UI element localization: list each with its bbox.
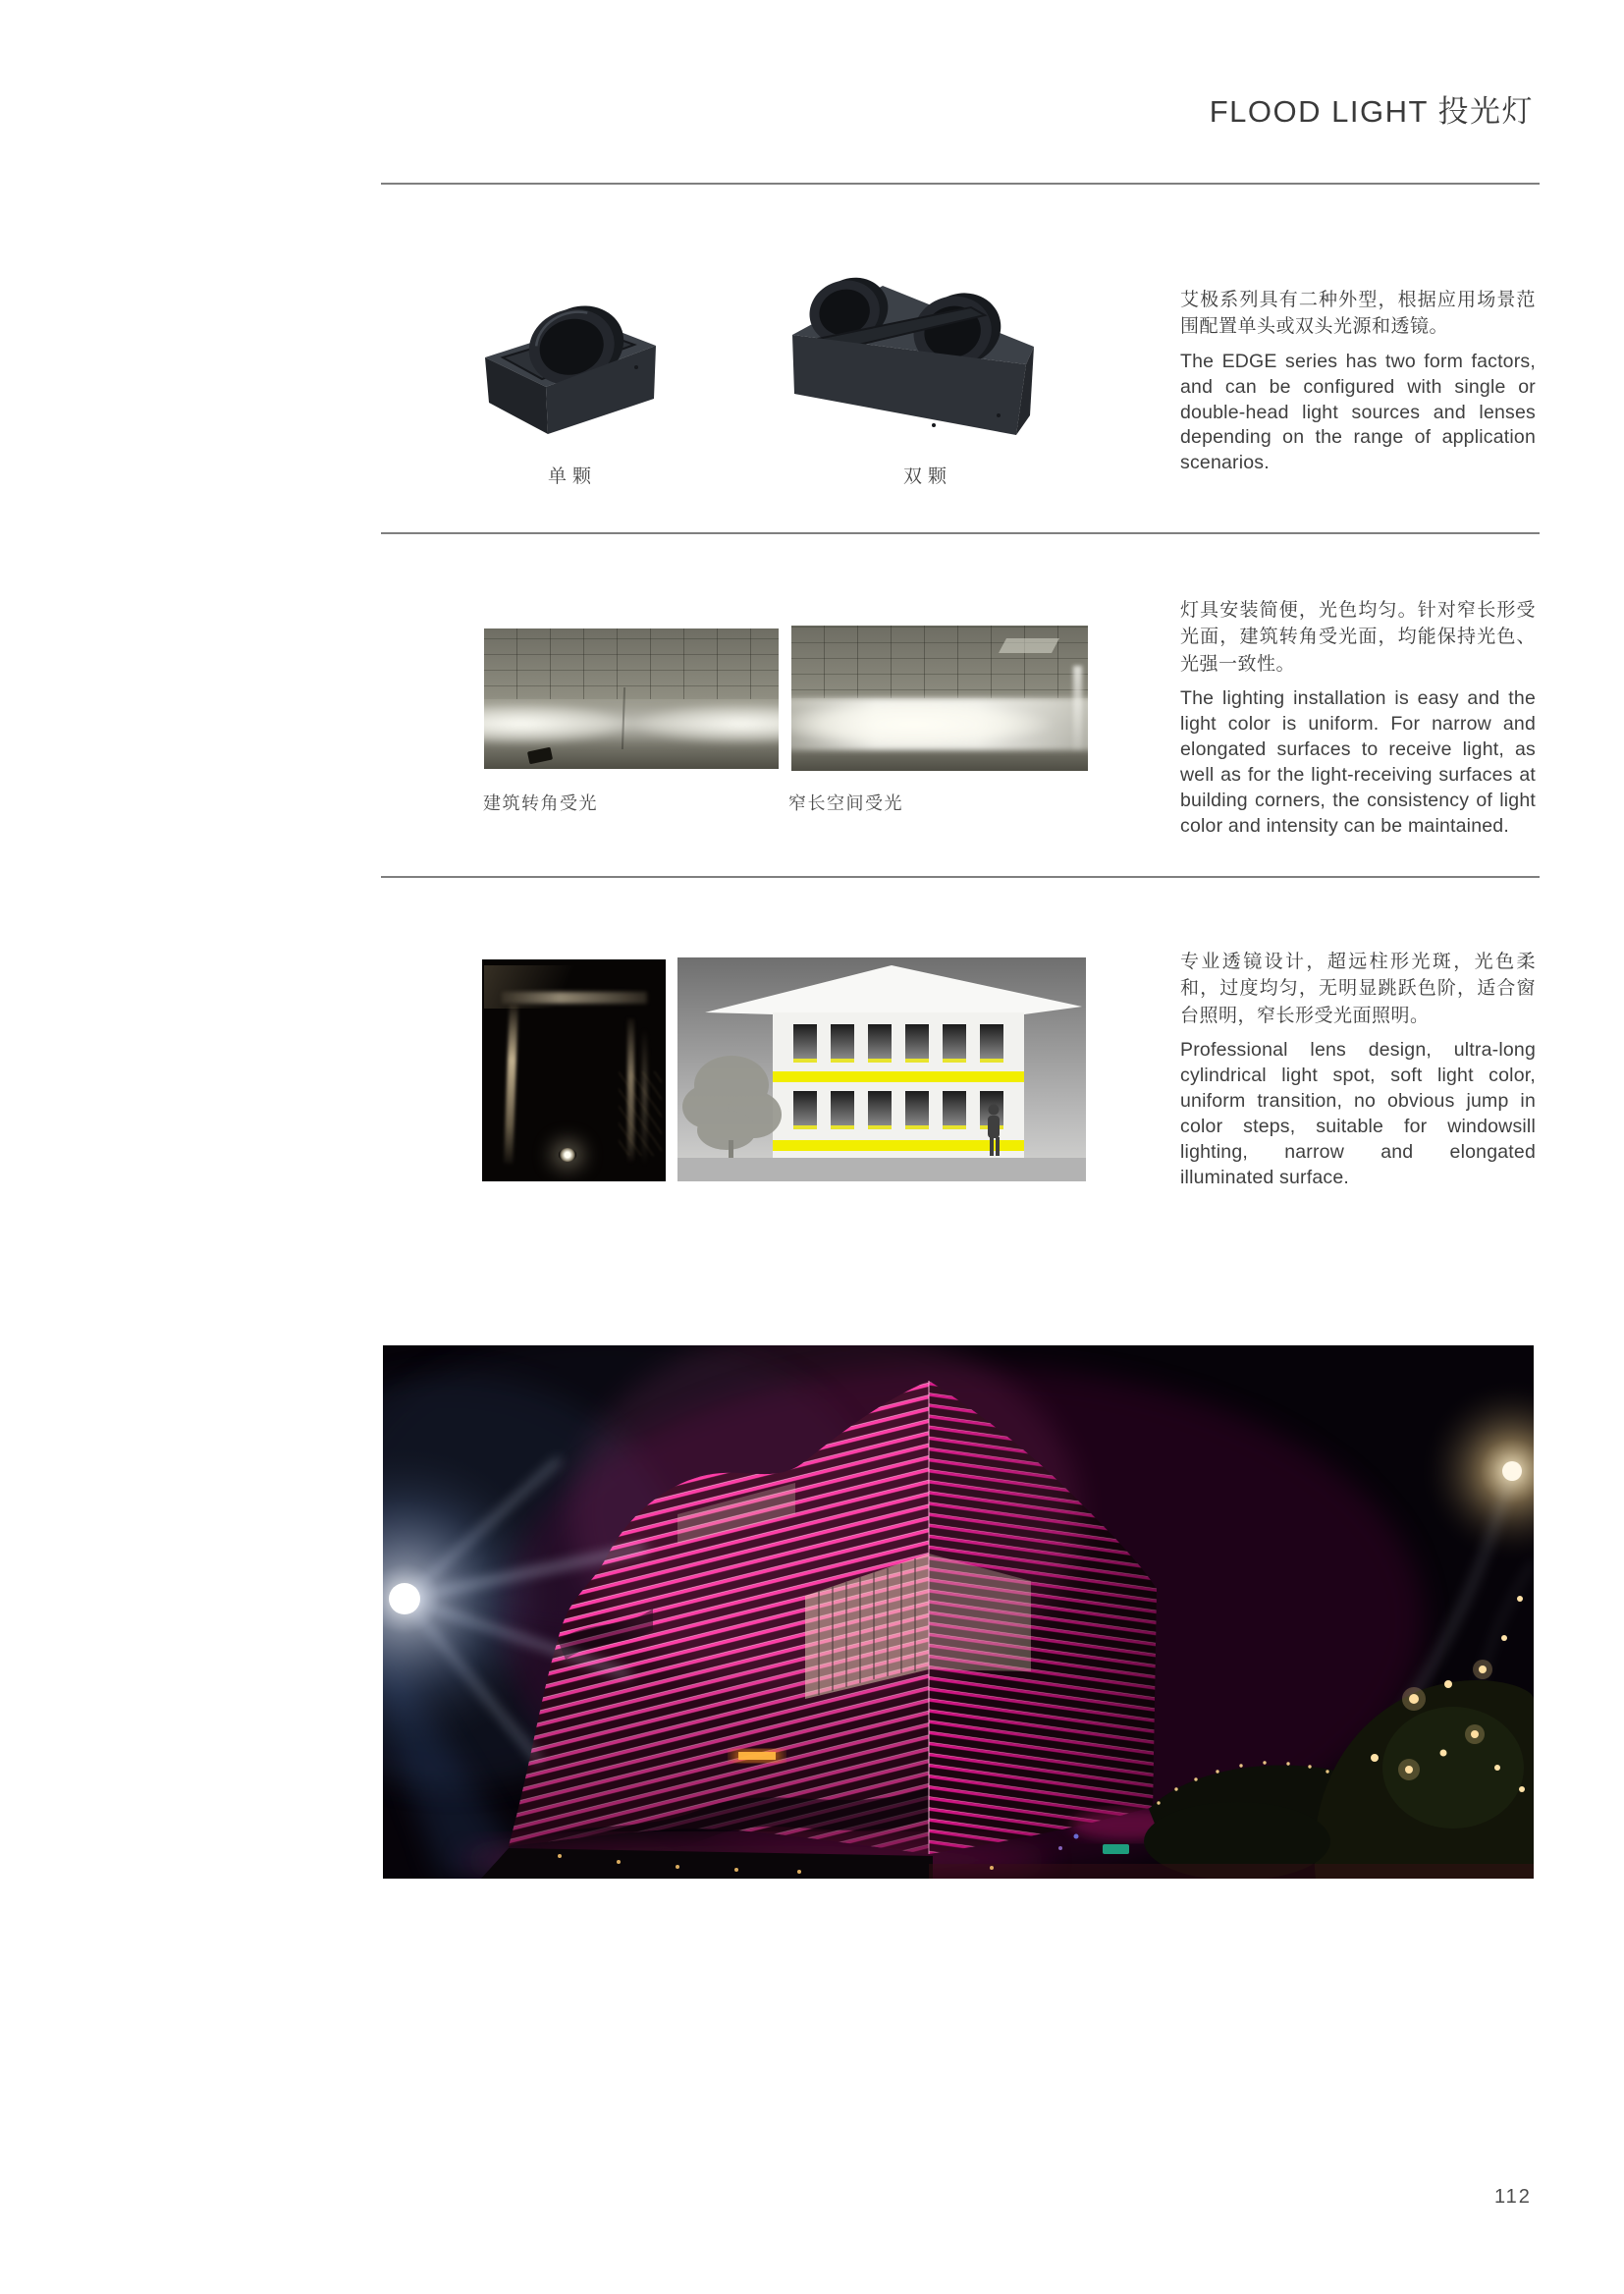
vignette [484,628,779,769]
caption-narrow-light: 窄长空间受光 [788,793,903,813]
caption-single-head: 单颗 [547,466,597,487]
section-divider-3 [381,876,1540,878]
vignette [791,626,1088,771]
night-building-graphic [383,1345,1534,1879]
photo-pink-illuminated-building [383,1345,1534,1879]
section-divider-1 [381,183,1540,185]
section-divider-2 [381,532,1540,534]
description-lens-en: Professional lens design, ultra-long cylindrical light spot, soft light color, uniform transition, no obvious jump in color steps, suitable for windowsill lighting, narrow and elongated illuminated surface. [1180,1039,1536,1188]
description-form-factor-en: The EDGE series has two form factors, and can be configured with single or double-head light sources and lenses depending on the range of application scenarios. [1180,350,1536,474]
floodlight-glow [559,1148,576,1162]
single-head-floodlight-graphic [479,297,666,449]
house-elevation-graphic [677,957,1086,1181]
left-beam [504,1005,518,1164]
page-title: FLOOD LIGHT 投光灯 [1209,94,1534,129]
caption-double-head: 双颗 [902,466,952,487]
top-light-band [502,992,647,1004]
photo-narrow-space-light [791,626,1088,771]
road-tint [929,1864,1534,1879]
caption-corner-light: 建筑转角受光 [483,793,598,813]
page-number: 112 [1494,2186,1532,2208]
description-uniformity-en: The lighting installation is easy and the light color is uniform. For narrow and elongated surfaces to receive light, as well as for the light-receiving surfaces at building corners, the consistency of light color and intensity can be maintained. [1180,687,1536,837]
double-head-floodlight-graphic [788,270,1034,442]
description-uniformity [1180,597,1536,840]
photo-building-corner-light [484,628,779,769]
description-form-factor [1180,287,1536,476]
illustration-windowsill-lighting [677,957,1086,1181]
description-lens-zh: 专业透镜设计，超远柱形光斑，光色柔和，过度均匀，无明显跳跃色阶，适合窗台照明，窄长形受光面照明。 [1180,952,1536,1026]
description-uniformity-zh: 灯具安装简便，光色均匀。针对窄长形受光面，建筑转角受光面，均能保持光色、光强一致性。 [1180,600,1536,675]
description-lens [1180,949,1536,1191]
product-photo-single-head [479,297,666,449]
description-form-factor-zh: 艾极系列具有二种外型，根据应用场景范围配置单头或双头光源和透镜。 [1180,290,1536,338]
product-photo-double-head [788,270,1034,442]
green-sign [1103,1844,1129,1854]
photo-night-beam [482,959,666,1181]
diagonal-streaks [619,1071,662,1156]
